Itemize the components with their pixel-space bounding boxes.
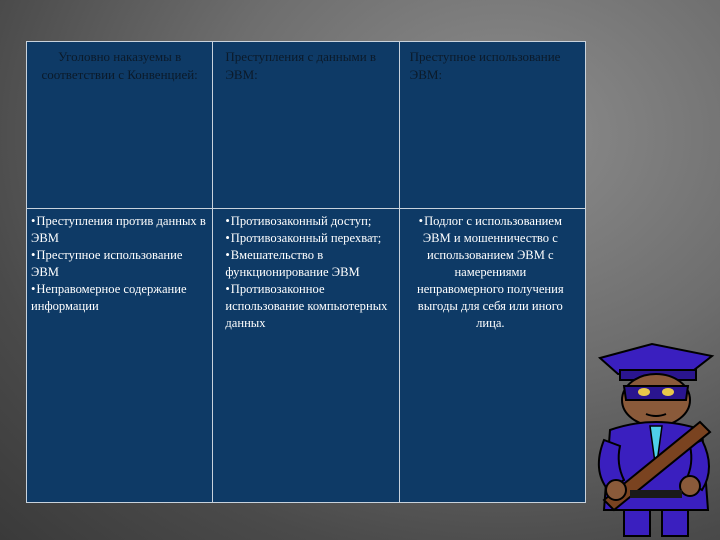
list-item: • Преступления против данных в ЭВМ [31, 213, 208, 247]
table-header-row [27, 42, 586, 209]
list-item: • Неправомерное содержание информации [31, 281, 208, 315]
list-item: • Противозаконное использование компьютерных данных [225, 281, 394, 332]
crime-classification-table [26, 41, 586, 503]
header-cell-computer-use [399, 42, 585, 209]
list-item: • Противозаконный доступ; [225, 213, 394, 230]
body-cell-convention [27, 209, 213, 503]
list-item: • Противозаконный перехват; [225, 230, 394, 247]
body-cell-data-crimes [213, 209, 399, 503]
list-item: • Преступное использование ЭВМ [31, 247, 208, 281]
header-computer-use-text: Преступное использование ЭВМ: [409, 49, 561, 82]
header-cell-convention [27, 42, 213, 209]
header-convention-text: Уголовно наказуемы в соответствии с Конвенцией: [41, 49, 198, 82]
list-item: • Подлог с использованием ЭВМ и мошенничество с использованием ЭВМ с намерениями неправомерного получения выгоды для себя или иного лица. [410, 213, 571, 332]
table-body-row [27, 209, 586, 503]
header-cell-data-crimes [213, 42, 399, 209]
police-officer-icon [590, 340, 720, 540]
body-cell-computer-use [399, 209, 585, 503]
list-item: • Вмешательство в функционирование ЭВМ [225, 247, 394, 281]
header-data-crimes-text: Преступления с данными в ЭВМ: [225, 49, 377, 82]
